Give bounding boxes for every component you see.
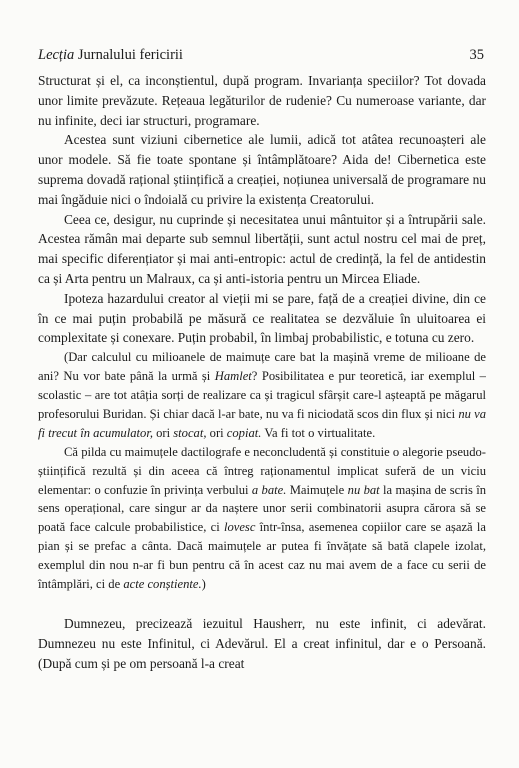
parenthetical-paragraph-1: (Dar calculul cu milioanele de maimuțe care bat la mașină vreme de milioane de ani? Nu vor bate până la urmă și Hamlet? Posibilitatea e pur teoretică, iar exemplul – scolastic – are tot atâția sorți de realizare ca și tragicul sfârșit care-l așteaptă pe măgarul profesorului Buridan. Și chiar dacă l-ar bate, nu va fi niciodată scos din flux și nici nu va fi trecut în acumulator, ori stocat, ori copiat. Va fi tot o virtualitate. xyxy=(38,350,486,440)
parenthetical-paragraph-2: Că pilda cu maimuțele dactilografe e neconcludentă și constituie o alegorie pseudo-științifică rezultă și din aceea că întreg raționamentul implicat suferă de un viciu elementar: o confuzie în privința verbului a bate. Maimuțele nu bat la mașina de scris în sens operațional, care singur ar da naștere unor serii combinatorii asupra cărora să se poată face calcule probabilistice, ci lovesc într-însa, asemenea copiilor care se așază la pian și se prefac a cânta. Dacă maimuțele ar putea fi învățate să bată clapele izolat, exemplul din nou n-ar fi bun pentru că în acest caz nu mai avem de a face cu serii de întâmplări, ci de acte conștiente.) xyxy=(38,444,486,592)
paragraph-4: Ipoteza hazardului creator al vieții mi se pare, față de a creației divine, din ce în ce mai puțin probabilă pe măsură ce realitatea se dezvăluie în uluitoarea ei complexitate și conexare. Puțin probabil, în limbaj probabilistic, e totuna cu zero. xyxy=(38,290,486,346)
running-title xyxy=(38,47,183,64)
running-title-rest: Jurnalului fericirii xyxy=(74,47,183,63)
running-title-italic: Lecția xyxy=(38,47,75,63)
paragraph-2: Acestea sunt viziuni cibernetice ale lumii, adică tot atâtea recunoașteri ale unor modele. Să fie toate spontane și întâmplătoare? Aida de! Cibernetica este suprema dovadă rațional științifică a creației, noțiunea universală de programare nu mai îngăduie nici o îndoială cu privire la existența Creatorului. xyxy=(38,132,486,207)
closing-section xyxy=(38,614,486,673)
parenthetical-section xyxy=(38,348,486,594)
main-paragraphs xyxy=(38,71,486,348)
paragraph-1: Structurat și el, ca inconștientul, după program. Invarianța speciilor? Tot dovada unor limite prevăzute. Rețeaua legăturilor de rudenie? Cu numeroase variante, dar nu infinite, deci iar structuri, programare. xyxy=(38,73,486,128)
paragraph-3: Ceea ce, desigur, nu cuprinde și necesitatea unui mântuitor și a întrupării sale. Acestea rămân mai departe sub semnul libertății, sunt actul nostru cel mai de preț, mai specific diferențiator și mai anti-entropic: actul de credință, la fel de antidestin ca și Arta pentru un Malraux, ca și anti-istoria pentru un Mircea Eliade. xyxy=(38,211,486,286)
body-text xyxy=(38,71,486,673)
page-number: 35 xyxy=(469,47,484,63)
closing-paragraph: Dumnezeu, precizează iezuitul Hausherr, nu este infinit, ci adevărat. Dumnezeu nu este Infinitul, ci Adevărul. El a creat infinitul, dar e o Persoană. (După cum și pe om persoană l-a creat xyxy=(38,615,486,671)
running-head xyxy=(38,47,484,67)
